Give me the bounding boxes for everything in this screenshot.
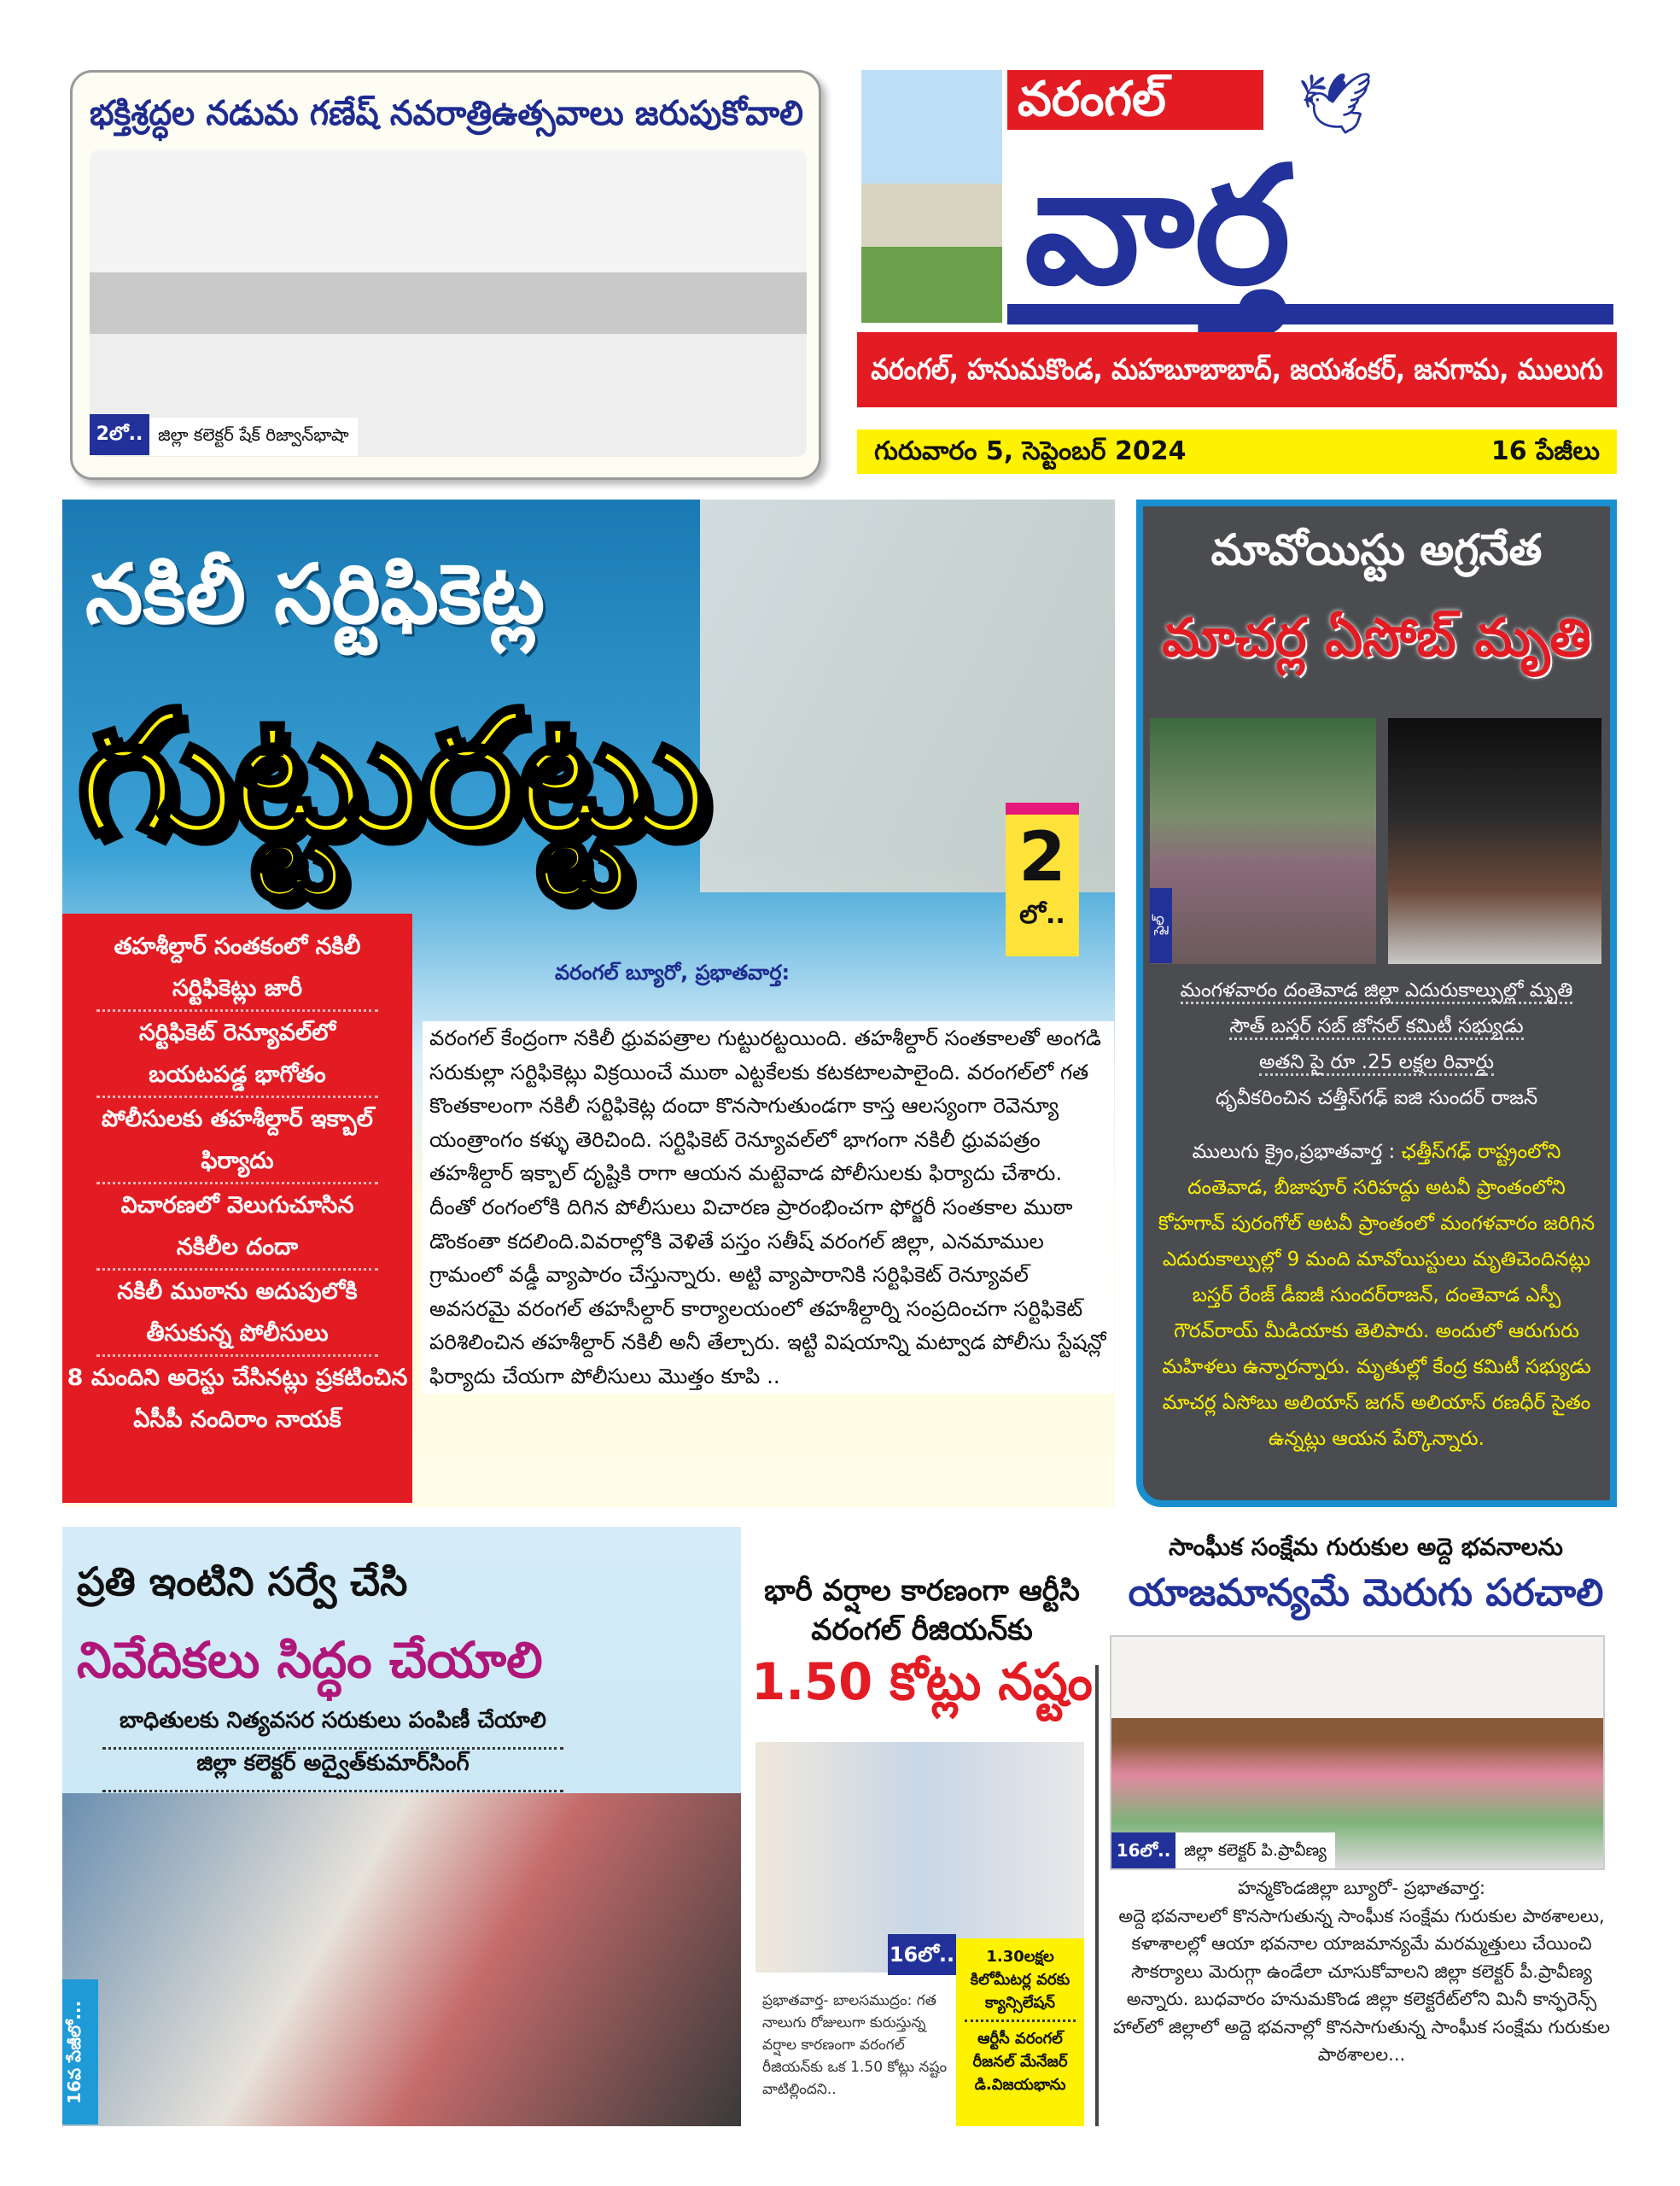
maoist-story-body (1152, 1134, 1601, 1457)
survey-story-photo (62, 1793, 741, 2126)
survey-story-subhead: జిల్లా కలెక్టర్ అద్వైత్‌కుమార్‌సింగ్ (102, 1751, 563, 1792)
rtc-highlight: ఆర్టీసీ వరంగల్ రీజనల్ మేనేజర్ డి.విజయభాను (972, 2030, 1068, 2094)
gurukul-page-ref: 16లో.. (1111, 1832, 1175, 1868)
top-story-caption: జిల్లా కలెక్టర్ షేక్ రిజ్వాన్‌భాషా (149, 418, 358, 456)
top-story-photo (90, 149, 807, 457)
survey-page-ref: 16వ పేజీలో... (62, 1979, 98, 2125)
maoist-leader-photo (1150, 718, 1376, 964)
survey-story-kicker: ప్రతి ఇంటిని సర్వే చేసి (77, 1558, 408, 1604)
logo-top-text: వరంగల్ (1007, 70, 1263, 130)
rtc-highlight-content (956, 1945, 1084, 2096)
highlight-item: పోలీసులకు తహశీల్దార్ ఇక్బాల్ ఫిర్యాదు (96, 1098, 378, 1184)
top-story-box (70, 70, 821, 480)
maoist-subhead (1152, 1009, 1601, 1043)
maoist-byline: ములుగు క్రైం,ప్రభాతవార్త : (1192, 1141, 1396, 1163)
district-band: వరంగల్, హనుమకొండ, మహబూబాబాద్, జయశంకర్, జనగామ, ములుగు (871, 353, 1603, 387)
date-band (857, 430, 1617, 474)
gurukul-caption: జిల్లా కలెక్టర్ పి.ప్రావీణ్య (1175, 1832, 1335, 1868)
highlight-item: సర్టిఫికెట్ రెన్యూవల్‌లో బయటపడ్డ భాగోతం (96, 1012, 378, 1098)
logo-bird-icon: 🕊 (1298, 68, 1374, 138)
highlight-item: తహశీల్దార్ సంతకంలో నకిలీ సర్టిఫికెట్లు జారీ (96, 926, 378, 1012)
file-photo-tag: ఫైల్ (1150, 888, 1172, 963)
maoist-body-text: ఛత్తీస్‌గఢ్ రాష్ట్రంలోని దంతెవాడ, బీజాపూర్ సరిహద్దు అటవీ ప్రాంతంలోని కోహగావ్ పురంగోల్ అటవీ ప్రాంతంలో మంగళవారం జరిగిన ఎదురుకాల్పుల్లో 9 మంది మావోయిస్టులు మృతిచెందినట్లు బస్తర్ రేంజ్ డీఐజీ సుందర్‌రాజన్, దంతెవాడ ఎస్పీ గౌరవ్‌రాయ్ మీడియాకు తెలిపారు. అందులో ఆరుగురు మహిళలు ఉన్నారన్నారు. మృతుల్లో కేంద్ర కమిటీ సభ్యుడు మాచర్ల ఏసోబు అలియాస్ జగన్ అలియాస్ రణధీర్ సైతం ఉన్నట్లు ఆయన పేర్కొన్నారు. (1158, 1141, 1595, 1450)
page-ref-number: 2 (1018, 817, 1066, 897)
gurukul-story-body (1110, 1874, 1613, 2069)
logo-main-text: వార్త (1007, 128, 1613, 324)
lead-story-headline: గుట్టురట్టు (77, 675, 705, 874)
subhead-text: సౌత్ బస్తర్ సబ్ జోనల్ కమిటీ సభ్యుడు (1229, 1015, 1523, 1040)
issue-date: గురువారం 5, సెప్టెంబర్ 2024 (874, 436, 1187, 466)
column-divider (1095, 1665, 1099, 2126)
subhead-text: అతని పై రూ .25 లక్షల రివార్డు (1259, 1051, 1494, 1076)
maoist-subhead: ధృవీకరించిన చత్తీస్‌గఢ్ ఐజి సుందర్ రాజన్ (1215, 1087, 1538, 1109)
highlight-item: నకిలీ ముఠాను అదుపులోకి తీసుకున్న పోలీసులు (96, 1271, 378, 1357)
page-ref-suffix: లో.. (1019, 900, 1065, 930)
lead-story-page-ref (1006, 803, 1079, 956)
top-story-headline: భక్తిశ్రద్ధల నడుమ గణేష్ నవరాత్రిఉత్సవాలు జరుపుకోవాలి (90, 94, 804, 133)
top-story-page-ref: 2లో.. (90, 414, 149, 455)
maoist-body-photo (1388, 718, 1601, 964)
rtc-story-body: ప్రభాతవార్త- బాలసముద్రం: గత నాలుగు రోజులుగా కురుస్తున్న వర్షాల కారణంగా వరంగల్ రీజియన్‌కు ఒక 1.50 కోట్లు నష్టం వాటిల్లిందని.. (762, 1992, 948, 2098)
subhead-text: మంగళవారం దంతెవాడ జిల్లా ఎదురుకాల్పుల్లో మృతి (1181, 979, 1573, 1004)
district-band-box (857, 332, 1617, 407)
gurukul-byline: హన్మకొండజిల్లా బ్యూరో- ప్రభాతవార్త: (1238, 1878, 1485, 1898)
lead-story-body: వరంగల్ కేంద్రంగా నకిలీ ధ్రువపత్రాల గుట్టురట్టయింది. తహశీల్దార్ సంతకాలతో అంగడి సరుకుల్లా సర్టిఫికెట్లు విక్రయించే ముఠా ఎట్టకేలకు కటకటాలపాలైంది. వరంగల్‌లో గత కొంతకాలంగా నకిలీ సర్టిఫికెట్ల దందా కొనసాగుతుండగా కాస్త ఆలస్యంగా రెవెన్యూ యంత్రాంగం కళ్ళు తెరిచింది. సర్టిఫికెట్ రెన్యూవల్‌లో భాగంగా నకిలీ ధ్రువపత్రం తహశీల్దార్ ఇక్బాల్ దృష్టికి రాగా ఆయన మట్టెవాడ పోలీసులకు ఫిర్యాదు చేశారు. దీంతో రంగంలోకి దిగిన పోలీసులు విచారణ ప్రారంభించగా ఫోర్జరీ సంతకాల ముఠా డొంకంతా కదలింది.వివరాల్లోకి వెళితే పస్తం సతీష్ వరంగల్ జిల్లా, ఎనమాముల గ్రామంలో వడ్డీ వ్యాపారం చేస్తున్నారు. అట్టి వ్యాపారానికి సర్టిఫికెట్ రెన్యూవల్ అవసరమై వరంగల్ తహసీల్దార్ కార్యాలయంలో తహశీల్దార్ని సంప్రదించగా సర్టిఫికెట్ పరిశిలించిన తహశీల్దార్ నకిలీ అనీ తేల్చారు. ఇట్టి విషయాన్ని మట్వాడ పోలీసు స్టేషన్లో ఫిర్యాదు చేయగా పోలీసులు మొత్తం కూపి .. (423, 1021, 1114, 1394)
masthead-temple-photo (861, 70, 1002, 323)
survey-story-headline: నివేదికలు సిద్ధం చేయాలి (77, 1631, 543, 1689)
gurukul-story-photo (1110, 1635, 1605, 1870)
maoist-subhead (1152, 973, 1601, 1008)
page-count: 16 పేజీలు (1490, 436, 1600, 466)
gurukul-story-kicker: సాంఘీక సంక్షేమ గురుకుల అద్దె భవనాలను (1169, 1533, 1563, 1561)
rtc-page-ref: 16లో.. (888, 1934, 956, 1975)
lead-story-kicker: నకిలీ సర్టిఫికెట్ల (85, 546, 545, 642)
lead-story-byline: వరంగల్ బ్యూరో, ప్రభాతవార్త: (555, 961, 790, 985)
gurukul-body-text: అద్దె భవనాలలో కొనసాగుతున్న సాంఘీక సంక్షేమ గురుకుల పాఠశాలలు, కళాశాలల్లో ఆయా భవనాల యాజమాన్యమే మరమ్మత్తులు చేయించి సౌకర్యాలు మెరుగ్గా ఉండేలా చూసుకోవాలని జిల్లా కలెక్టర్ పీ.ప్రావీణ్య అన్నారు. బుధవారం హనుమకొండ జిల్లా కలెక్టరేట్‌లోని మినీ కాన్ఫరెన్స్ హాల్‌లో జిల్లాలో అద్దె భవనాల్లో కొనసాగుతున్న సాంఘీక సంక్షేమ గురుకుల పాఠశాలల... (1113, 1905, 1610, 2065)
maoist-subhead (1152, 1045, 1601, 1079)
gurukul-story-headline: యాజమాన్యమే మెరుగు పరచాలి (1128, 1571, 1604, 1615)
highlight-item: 8 మందిని అరెస్టు చేసినట్లు ప్రకటించిన ఏసీపీ నందిరాం నాయక్ (67, 1365, 408, 1433)
maoist-story-kicker: మావోయిస్టు అగ్రనేత (1210, 525, 1543, 575)
maoist-story-headline: మాచర్ల ఏసోబ్ మృతి (1162, 606, 1591, 669)
highlight-item: విచారణలో వెలుగుచూసిన నకిలీల దందా (96, 1184, 378, 1271)
survey-story-subhead: బాధితులకు నిత్యవసర సరుకులు పంపిణీ చేయాలి (102, 1708, 563, 1750)
rtc-highlight: 1.30లక్షల కిలోమీటర్ల వరకు క్యాన్సిలేషన్ (965, 1945, 1076, 2022)
rtc-story-kicker: భారీ వర్షాల కారణంగా ఆర్టీసి వరంగల్ రీజియన్‌కు (764, 1574, 1080, 1647)
rtc-story-headline: 1.50 కోట్లు నష్టం (751, 1652, 1093, 1712)
lead-story-highlights (62, 914, 412, 1441)
